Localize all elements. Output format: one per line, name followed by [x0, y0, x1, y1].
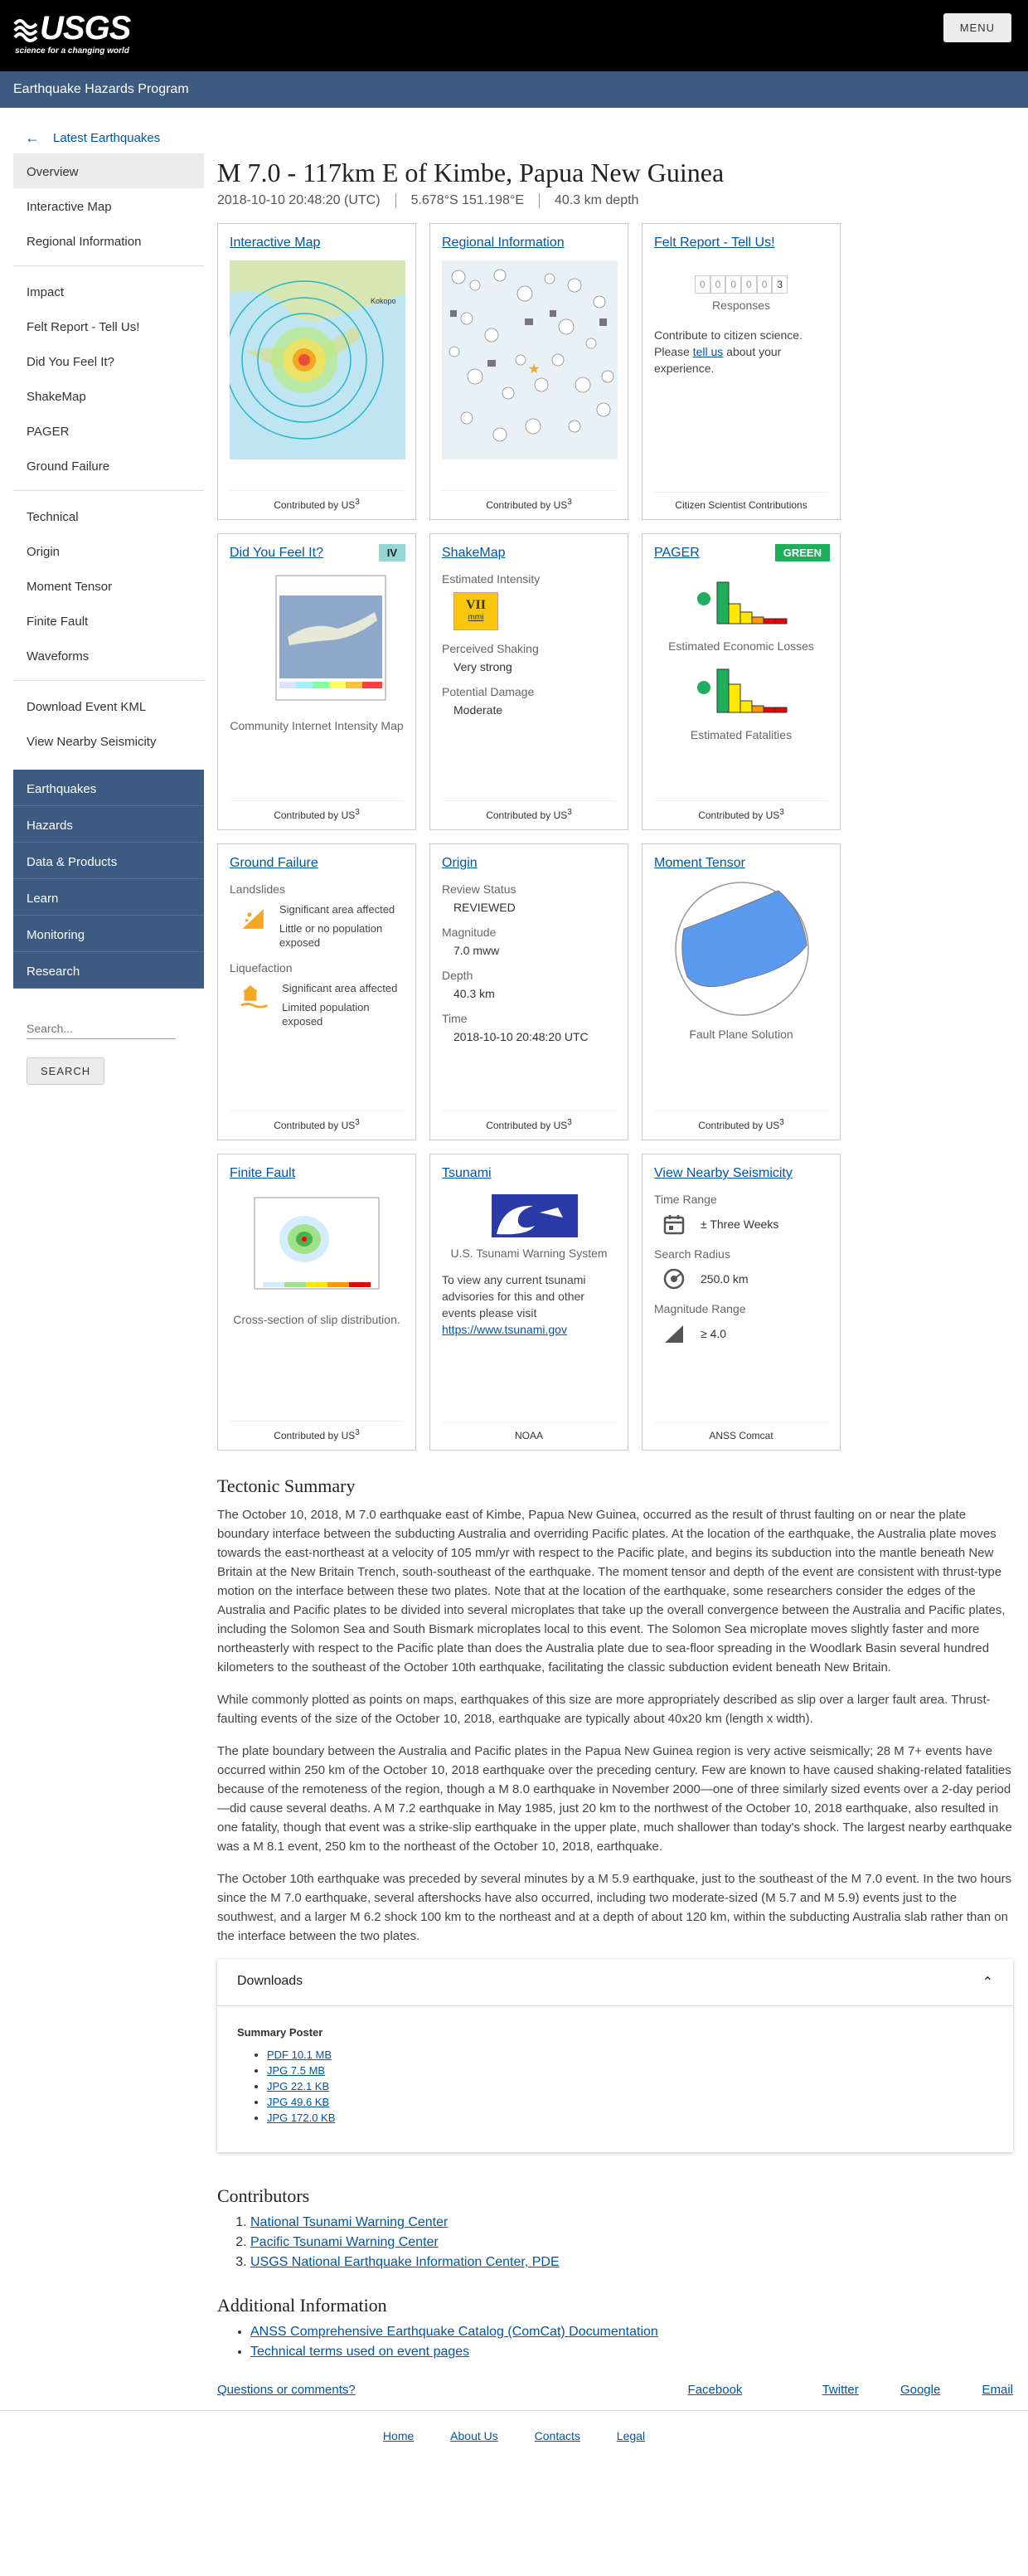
card-footer: NOAA [442, 1422, 616, 1441]
downloads-title: Downloads [237, 1974, 303, 1988]
sidebar-group-overview [13, 153, 204, 258]
event-summary-line [217, 193, 1015, 208]
back-to-latest-earthquakes[interactable] [13, 123, 204, 153]
tsunami-gov-link[interactable]: https://www.tsunami.gov [442, 1323, 567, 1336]
sidebar-item-dyfi[interactable]: Did You Feel It? [27, 355, 114, 369]
top-header [0, 0, 1028, 71]
interactive-map-thumbnail[interactable] [230, 260, 405, 459]
card-footer: Contributed by $US^3$ [442, 1111, 616, 1131]
technical-terms-link[interactable]: Technical terms used on event pages [250, 2345, 470, 2359]
sidebar-item-waveforms[interactable]: Waveforms [27, 649, 90, 663]
comcat-docs-link[interactable]: ANSS Comprehensive Earthquake Catalog (ComCat) Documentation [250, 2325, 658, 2339]
mmi-badge: VII mmi [453, 592, 498, 630]
sidebar-group-technical [13, 498, 204, 673]
card-footer: Contributed by $US^3$ [230, 1421, 404, 1441]
time-value: 2018-10-10 20:48:20 UTC [453, 1030, 589, 1043]
card-title[interactable]: Origin [442, 856, 478, 870]
search-button[interactable]: SEARCH [27, 1057, 104, 1085]
feedback-row [217, 2383, 1013, 2397]
landslides-label: Landslides [230, 882, 285, 896]
tsunami-warning-logo [442, 1193, 618, 1239]
sidebar-group-tools [13, 688, 204, 758]
magnitude-range-value: ≥ 4.0 [701, 1327, 727, 1340]
sidebar-item-shakemap[interactable]: ShakeMap [27, 390, 86, 404]
contributors-heading: Contributors [217, 2185, 310, 2206]
twitter-link[interactable]: Twitter [822, 2383, 859, 2397]
sidebar-divider [13, 680, 204, 681]
review-status-label: Review Status [442, 882, 516, 896]
sidebar-group-impact [13, 274, 204, 483]
social-links [688, 2383, 1013, 2397]
card-footer: Contributed by $US^3$ [230, 1111, 404, 1131]
card-title[interactable]: Moment Tensor [654, 856, 745, 870]
sidebar-item-impact[interactable]: Impact [27, 285, 65, 299]
card-title[interactable]: ShakeMap [442, 546, 506, 560]
downloads-body [217, 2006, 1013, 2152]
response-counter: 0 0 0 0 0 3 [654, 275, 828, 294]
main-content [204, 108, 1015, 2397]
nav-hazards[interactable]: Hazards [13, 806, 204, 843]
regional-map-thumbnail[interactable] [442, 260, 618, 459]
event-depth: 40.3 km depth [539, 193, 653, 208]
dyfi-map-thumbnail[interactable] [230, 571, 405, 712]
card-interactive-map[interactable] [217, 223, 416, 520]
card-footer: Contributed by $US^3$ [654, 800, 828, 821]
card-shakemap[interactable] [429, 533, 628, 830]
sidebar-divider [13, 265, 204, 266]
event-location: 5.678°S 151.198°E [395, 193, 539, 208]
tsunami-text: To view any current tsunami advisories for this and other events please visit https://www.tsunami.gov [442, 1273, 586, 1336]
footer-links [0, 2411, 1028, 2442]
card-footer: ANSS Comcat [654, 1422, 828, 1441]
sidebar-item-pager[interactable]: PAGER [27, 425, 70, 439]
card-title[interactable]: Regional Information [442, 236, 565, 250]
depth-value: 40.3 km [453, 987, 495, 1000]
logo-tagline: science for a changing world [15, 46, 129, 56]
card-footer: Contributed by $US^3$ [230, 800, 404, 821]
footer-contacts-link[interactable]: Contacts [534, 2429, 580, 2442]
collapse-chevron-icon[interactable]: ⌃ [982, 1976, 993, 1990]
card-title[interactable]: PAGER [654, 546, 700, 560]
card-nearby-seismicity[interactable] [642, 1154, 841, 1451]
card-footer: Contributed by $US^3$ [654, 1111, 828, 1131]
nav-learn[interactable]: Learn [13, 879, 204, 916]
sidebar-item-origin[interactable]: Origin [27, 545, 61, 559]
potential-damage-label: Potential Damage [442, 685, 535, 698]
card-title[interactable]: Finite Fault [230, 1166, 296, 1180]
card-moment-tensor[interactable] [642, 843, 841, 1140]
product-cards [217, 223, 1015, 1451]
card-title[interactable]: View Nearby Seismicity [654, 1166, 793, 1180]
liquefaction-label: Liquefaction [230, 961, 293, 975]
nav-earthquakes[interactable]: Earthquakes [13, 770, 204, 806]
card-pager[interactable] [642, 533, 841, 830]
page-title: M 7.0 - 117km E of Kimbe, Papua New Guinea [217, 158, 725, 187]
card-origin[interactable] [429, 843, 628, 1140]
alert-level-badge: GREEN [775, 544, 830, 561]
additional-info-list [217, 2325, 1015, 2360]
additional-info-heading: Additional Information [217, 2295, 387, 2316]
tectonic-paragraph: While commonly plotted as points on maps, earthquakes of this size are more appropriately described as slip over a larger fault area. Thrust-faulting events of the size of the October 10, 2018, earthquake are typically about 40x20 km (length x width). [217, 1693, 991, 1726]
card-finite-fault[interactable] [217, 1154, 416, 1451]
contributors-list [217, 2215, 1015, 2270]
usgs-logo[interactable] [13, 12, 130, 56]
calendar-icon [662, 1213, 686, 1236]
card-felt-report[interactable] [642, 223, 841, 520]
download-jpg-link[interactable]: JPG 172.0 KB [267, 2112, 336, 2124]
beachball-caption: Fault Plane Solution [689, 1028, 793, 1041]
google-link[interactable]: Google [900, 2383, 941, 2397]
back-arrow-icon: ← [25, 129, 40, 146]
sidebar-item-regional-information[interactable]: Regional Information [27, 235, 142, 249]
beachball-icon[interactable] [654, 879, 830, 1020]
sidebar-item-ground-failure[interactable]: Ground Failure [27, 459, 110, 474]
search-radius-value: 250.0 km [701, 1272, 749, 1286]
site-navigation [13, 770, 204, 989]
time-label: Time [442, 1012, 468, 1025]
card-title[interactable]: Ground Failure [230, 856, 318, 870]
time-range-row [654, 1213, 828, 1236]
card-title[interactable]: Interactive Map [230, 236, 321, 250]
menu-button[interactable]: MENU [943, 13, 1011, 42]
download-list [237, 2049, 993, 2124]
tectonic-paragraph: The October 10th earthquake was preceded by several minutes by a M 5.9 earthquake, just to the southeast of the M 7.0 event. In the two hours since the M 7.0 earthquake, several aftershocks have also occurred, including two moderate-sized (M 5.7 and M 5.9) events just to the southwest, and a larger M 6.2 shock 100 km to the northeast and at a depth of about 120 km, within the subducting Australia slab rather than on the interface between the two plates. [217, 1872, 1012, 1943]
logo-text: USGS [40, 10, 131, 46]
card-title[interactable]: Felt Report - Tell Us! [654, 236, 775, 250]
footer-legal-link[interactable]: Legal [616, 2429, 646, 2442]
time-range-label: Time Range [654, 1193, 717, 1206]
tectonic-summary-heading: Tectonic Summary [217, 1475, 356, 1496]
tectonic-paragraph: The plate boundary between the Australia and Pacific plates in the Papua New Guinea region is very active seismically; 28 M 7+ events have occurred within 250 km of the October 10, 2018 earthquake over the preceding century. Few are known to have caused shaking-related fatalities because of the remoteness of the region, though a M 8.0 earthquake in November 2000—one of three similarly sized events over a 2-day period—did cause several deaths. A M 7.2 earthquake in May 1985, just 20 km to the northwest of the October 10, 2018 earthquake, also resulted in one fatality, though that event was a strike-slip earthquake in the upper plate, much shallower than today's shock. The largest nearby earthquake was a M 8.1 event, 250 km to the northeast of the October 10, 2018, earthquake. [217, 1744, 1012, 1854]
back-label: Latest Earthquakes [53, 131, 161, 145]
search-radius-row [654, 1267, 828, 1290]
contributor-link[interactable]: Pacific Tsunami Warning Center [250, 2235, 439, 2249]
magnitude-range-row [654, 1322, 828, 1345]
perceived-shaking-value: Very strong [453, 660, 512, 673]
potential-damage-value: Moderate [453, 703, 503, 717]
tectonic-paragraph: The October 10, 2018, M 7.0 earthquake east of Kimbe, Papua New Guinea, occurred as the result of thrust faulting on or near the plate boundary interface between the subducting Australia and overriding Pacific plates. At the location of the earthquake, the Australia plate moves towards the east-northeast at a velocity of 105 mm/yr with respect to the Pacific plate, and begins its subduction into the mantle beneath New Britain at the New Britain Trench, south-southeast of the earthquake. The moment tensor and depth of the event are consistent with thrust-type motion on the interface between these two plates. Note that at the location of the earthquake, some researchers consider the edges of the Australia and Pacific plates to be divided into several microplates that take up the overall convergence between the Australia and Pacific plates, including the Solomon Sea and South Bismark microplates local to this event. The Solomon Sea microplate moves slightly faster and more northeasterly with respect to the Pacific plate than does the Australia plate due to sea-floor spreading in the Woodlark Basin several hundred kilometers to the southeast of the October 10th earthquake, facilitating the classic subduction evident beneath New Britain. [217, 1508, 1006, 1674]
card-tsunami[interactable] [429, 1154, 628, 1451]
dyfi-caption: Community Internet Intensity Map [230, 719, 404, 732]
slip-distribution-thumbnail[interactable] [230, 1189, 405, 1305]
downloads-panel [217, 1959, 1013, 2152]
download-jpg-link[interactable]: JPG 49.6 KB [267, 2096, 330, 2108]
radius-icon [662, 1267, 686, 1290]
card-title[interactable]: Did You Feel It? [230, 546, 323, 560]
sidebar-item-overview[interactable]: Overview [13, 153, 204, 188]
card-footer: Contributed by $US^3$ [442, 800, 616, 821]
intensity-badge: IV [379, 544, 405, 561]
felt-description: Contribute to citizen science. Please tell us about your experience. [654, 328, 803, 375]
search-input[interactable] [27, 1018, 176, 1039]
download-pdf-link[interactable]: PDF 10.1 MB [267, 2049, 332, 2061]
card-footer: Contributed by $US^3$ [230, 490, 404, 511]
economic-losses-caption: Estimated Economic Losses [668, 639, 814, 653]
card-ground-failure[interactable] [217, 843, 416, 1140]
usgs-wave-icon [13, 14, 38, 42]
sidebar-divider [13, 490, 204, 491]
facebook-link[interactable]: Facebook [687, 2383, 743, 2397]
sidebar-item-felt-report[interactable]: Felt Report - Tell Us! [27, 320, 140, 334]
sidebar-item-interactive-map[interactable]: Interactive Map [27, 200, 112, 214]
time-range-value: ± Three Weeks [701, 1218, 779, 1231]
search-radius-label: Search Radius [654, 1247, 730, 1261]
sidebar-item-technical[interactable]: Technical [27, 510, 79, 524]
program-title[interactable]: Earthquake Hazards Program [13, 82, 189, 96]
depth-label: Depth [442, 969, 473, 982]
sidebar-item-download-kml[interactable]: Download Event KML [27, 700, 147, 714]
map-place-label: Kokopo [371, 297, 396, 305]
estimated-intensity-label: Estimated Intensity [442, 572, 541, 586]
magnitude-range-label: Magnitude Range [654, 1302, 746, 1315]
card-title[interactable]: Tsunami [442, 1166, 492, 1180]
magnitude-value: 7.0 mww [453, 944, 500, 957]
liquefaction-row: Significant area affected Limited population exposed [230, 981, 404, 1028]
card-footer: Contributed by $US^3$ [442, 490, 616, 511]
sidebar [0, 108, 204, 2397]
program-bar [0, 71, 1028, 108]
perceived-shaking-label: Perceived Shaking [442, 642, 539, 655]
footer-home-link[interactable]: Home [382, 2429, 415, 2442]
tsunami-caption: U.S. Tsunami Warning System [450, 1247, 608, 1260]
landslide-row: Significant area affected Little or no population exposed [230, 902, 404, 950]
nav-research[interactable]: Research [13, 952, 204, 989]
card-regional-information[interactable] [429, 223, 628, 520]
sidebar-item-nearby-seismicity[interactable]: View Nearby Seismicity [27, 735, 157, 749]
contributor-link[interactable]: National Tsunami Warning Center [250, 2215, 449, 2229]
contributor-link[interactable]: USGS National Earthquake Information Center, PDE [250, 2255, 560, 2269]
email-link[interactable]: Email [982, 2383, 1013, 2397]
download-jpg-link[interactable]: JPG 7.5 MB [267, 2064, 326, 2077]
fatalities-caption: Estimated Fatalities [690, 728, 793, 741]
finite-fault-caption: Cross-section of slip distribution. [233, 1313, 400, 1326]
sidebar-item-moment-tensor[interactable]: Moment Tensor [27, 580, 113, 594]
sidebar-item-finite-fault[interactable]: Finite Fault [27, 615, 89, 629]
card-did-you-feel-it[interactable] [217, 533, 416, 830]
footer-about-link[interactable]: About Us [450, 2429, 498, 2442]
tell-us-link[interactable]: tell us [692, 345, 724, 358]
downloads-header[interactable] [217, 1959, 1013, 2006]
responses-label: Responses [711, 299, 771, 312]
liquefaction-icon [240, 981, 270, 1014]
event-time: 2018-10-10 20:48:20 (UTC) [217, 193, 381, 207]
magnitude-icon [662, 1322, 686, 1345]
summary-poster-title: Summary Poster [237, 2026, 323, 2039]
economic-losses-histogram [654, 574, 830, 632]
review-status-value: REVIEWED [453, 901, 516, 914]
nav-monitoring[interactable]: Monitoring [13, 916, 204, 952]
nav-data-products[interactable]: Data & Products [13, 843, 204, 879]
questions-link[interactable]: Questions or comments? [217, 2383, 356, 2397]
magnitude-label: Magnitude [442, 926, 497, 939]
card-footer: Citizen Scientist Contributions [654, 492, 828, 511]
download-jpg-link[interactable]: JPG 22.1 KB [267, 2080, 330, 2092]
landslide-icon [240, 902, 268, 936]
epicenter-star-icon: ★ [528, 361, 541, 377]
fatalities-histogram [654, 663, 830, 721]
